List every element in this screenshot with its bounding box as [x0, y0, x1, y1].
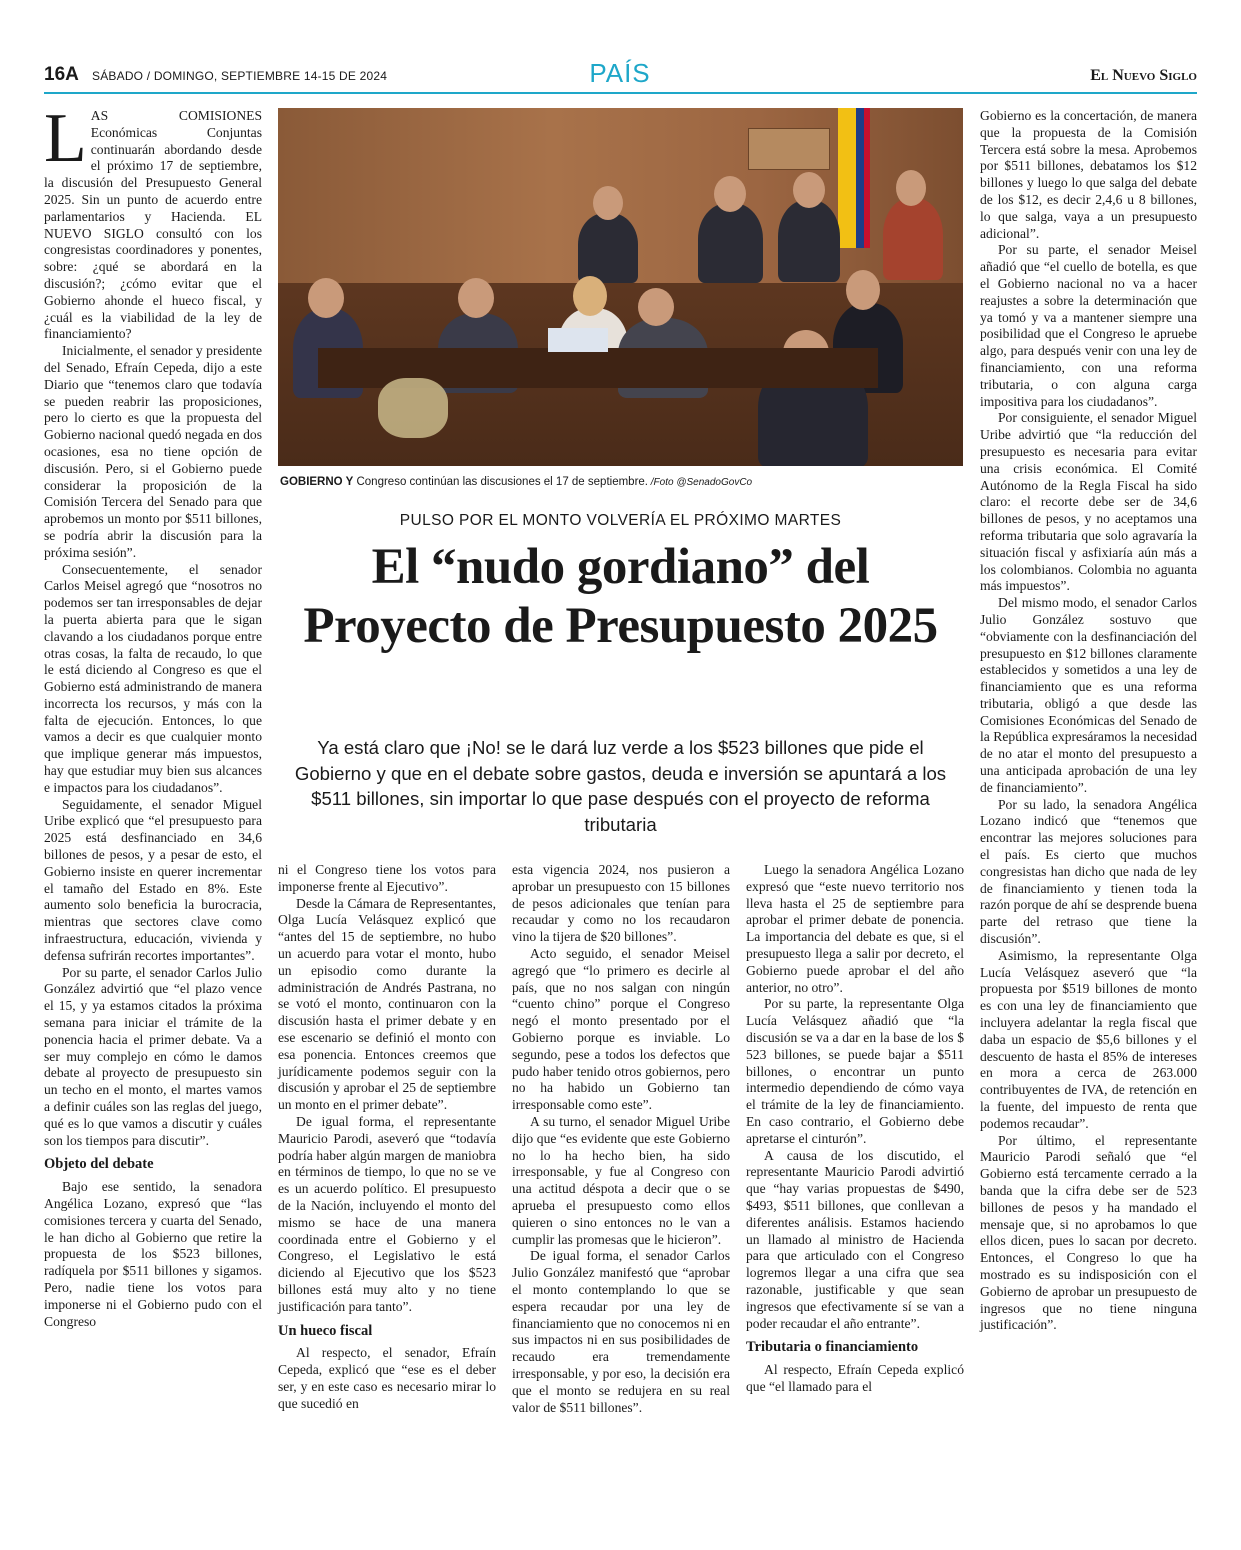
article-column-2: [278, 862, 496, 1413]
article-column-5: [980, 108, 1197, 1334]
paragraph: Asimismo, la representante Olga Lucía Velásquez aseveró que “la propuesta por $519 billones de monto es con una ley de financiamiento que incluyera adelantar la regla fiscal que daba un espacio de $5,6 billones y el descuento de hasta el 85% de intereses en mora a cerca de 263.000 contribuyentes de IVA, de retención en la fuente, del impuesto de renta que podemos recaudar”.: [980, 947, 1197, 1131]
paragraph: Seguidamente, el senador Miguel Uribe explicó que “el presupuesto para 2025 está desfinanciado en 34,6 billones de pesos, y a pesar de esto, el Gobierno insiste en querer incrementar el tamaño del Estado en 8%. Este aumento solo beneficia la burocracia, mientras que sectores clave como infraestructura, educación, vivienda y defensa sufrirán recortes importantes”.: [44, 796, 262, 963]
paragraph: Por consiguiente, el senador Miguel Uribe advirtió que “la reducción del presupuesto es necesaria para evitar una crisis económica. El Comité Autónomo de la Regla Fiscal ha sido claro: el recorte debe ser de 34,6 billones de pesos, y no aceptamos una reforma tributaria que solo agravaría la situación fiscal y asfixiaría aún más a los colombianos. Colombia no aguanta más impuestos”.: [980, 410, 1197, 594]
caption-credit: /Foto @SenadoGovCo: [648, 477, 753, 488]
paragraph: esta vigencia 2024, nos pusieron a aprobar un presupuesto con 15 billones de pesos adicionales que tenían para recaudar y como no los recaudaron vino la tijera de $20 billones”.: [512, 862, 730, 945]
paragraph: Luego la senadora Angélica Lozano expresó que “este nuevo territorio nos lleva hasta el 25 de septiembre para aprobar el primer debate de ponencia. La importancia del debate es que, si el presupuesto llega a salir por decreto, el Gobierno puede aprobar el del año anterior, no otro”.: [746, 862, 964, 995]
paragraph: Gobierno es la concertación, de manera que la propuesta de la Comisión Tercera está sobre la mesa. Aprobemos por $511 billones, debatamos los $12 billones y luego lo que salga del debate de los $12, es decir 2,4,6 u 8 billones, lo que salga, vaya a un presupuesto adicional”.: [980, 108, 1197, 241]
paragraph: Por último, el representante Mauricio Parodi señaló que “el Gobierno está tercamente cerrado a la banda que la cifra debe ser de 523 billones de pesos y ha mandado el mensaje que, si no aprobamos lo que ellos dicen, pues lo sacan por decreto. Entonces, el Congreso lo que ha mostrado es su indisposición con el Gobierno de aprobar un presupuesto de ingresos que no tiene ninguna justificación”.: [980, 1132, 1197, 1333]
article-column-4: [746, 862, 964, 1396]
paragraph: A causa de los discutido, el representante Mauricio Parodi advirtió que “hay varias propuestas de $490, $493, $511 billones, que conllevan a diferentes análisis. Estamos haciendo un llamado al ministro de Hacienda para que articulado con el Congreso logremos llegar a una cifra que sea razonable, justificable y que sean ingresos que efectivamente sí se van a poder recaudar el año entrante”.: [746, 1147, 964, 1331]
wall-plaque: [748, 128, 830, 170]
subheading-hueco-fiscal: Un hueco fiscal: [278, 1322, 373, 1339]
lead-text: Económicas Conjuntas continuarán abordando desde el próximo 17 de septiembre, la discusión del Presupuesto General 2025. Sin un punto de acuerdo entre parlamentarios y Hacienda. EL NUEVO SIGLO consultó con los congresistas coordinadores y ponentes, sobre: ¿qué se abordará en la discusión?; ¿cómo evitar que el Gobierno ahonde el hueco fiscal, y ¿cuál es la viabilidad de la ley de financiamiento?: [44, 124, 262, 342]
page-number: 16A: [44, 64, 79, 85]
paragraph: Por su lado, la senadora Angélica Lozano indicó que “tenemos que encontrar las mejores soluciones para el país. Es cierto que muchos congresistas han dicho que nada de ley de financiamiento y tienen toda la razón porque de ahí se desprende buena parte del retraso que tiene la discusión”.: [980, 796, 1197, 947]
subheading-objeto: Objeto del debate: [44, 1156, 154, 1173]
drop-cap: L: [44, 100, 87, 177]
newspaper-brand: El Nuevo Siglo: [1090, 67, 1197, 84]
article-photo: [278, 108, 963, 466]
paragraph: Desde la Cámara de Representantes, Olga Lucía Velásquez explicó que “antes del 15 de septiembre, no hubo un acuerdo para votar el monto, hubo un episodio como durante la administración de Andrés Pastrana, no se votó el monto, continuaron con la discusión hasta el primer debate y en ese escenario se definió el monto con esa ponencia. Entonces creemos que jurídicamente podemos seguir con la discusión y aprobar el 25 de septiembre un monto en el primer debate”.: [278, 895, 496, 1113]
paragraph: A su turno, el senador Miguel Uribe dijo que “es evidente que este Gobierno no lo ha hecho bien, ha sido irresponsable, y fue al Congreso con una actitud déspota a decir que o se aprueba el presupuesto como ellos quieren o sino entonces no le van a cumplir las promesas que le hicieron”.: [512, 1113, 730, 1247]
header-rule: [44, 92, 1197, 94]
section-title: PAÍS: [589, 58, 651, 88]
paragraph: ni el Congreso tiene los votos para imponerse frente al Ejecutivo”.: [278, 862, 496, 894]
coat-of-arms: [378, 378, 448, 438]
paragraph: Por su parte, la representante Olga Lucía Velásquez añadió que “la discusión se va a dar en la base de los $ 523 billones, se puede bajar a $511 billones, o encontrar un punto intermedio dependiendo de cómo vaya el trámite de la ley de financiamiento. En caso contrario, el Gobierno debe apretarse el cinturón”.: [746, 996, 964, 1146]
laptop-screen: [548, 328, 608, 352]
paragraph: Del mismo modo, el senador Carlos Julio González sostuvo que “obviamente con la desfinanciación del presupuesto en $12 billones claramente establecidos y sometidos a una ley de financiamiento que es una reforma tributaria, obligó a que desde las Comisiones Económicas del Senado de la República expresáramos la necesidad de no atar el monto del presupuesto a una anticipada aprobación de una ley de financiamiento”.: [980, 595, 1197, 795]
caption-text: Congreso continúan las discusiones el 17 de septiembre.: [353, 476, 648, 488]
paragraph: De igual forma, el representante Mauricio Parodi, aseveró que “todavía podría haber algún margen de maniobra en términos de tiempo, lo que no se ve es un acuerdo político. El presupuesto de la Nación, incluyendo el monto del mismo se hace de una manera coordinada entre el Gobierno y el Congreso, el Legislativo le está diciendo al Ejecutivo que los $523 billones está muy alto y no tiene justificación para tanto”.: [278, 1113, 496, 1314]
caption-lead: GOBIERNO Y: [280, 476, 354, 488]
article-deck: Ya está claro que ¡No! se le dará luz verde a los $523 billones que pide el Gobierno y que en el debate sobre gastos, deuda e inversión se apuntará a los $511 billones, sin importar lo que pase después con el proyecto de reforma tributaria: [294, 737, 947, 835]
flag: [838, 108, 856, 248]
paragraph: Por su parte, el senador Carlos Julio González advirtió que “el plazo vence el 15, y ya estamos citados la próxima semana para iniciar el trámite de la ponencia hacia el primer debate. Va a ser muy complejo en cómo le damos debate al proyecto de presupuesto sin un techo en el monto, el martes vamos a definir cuáles son las reglas del juego, qué es lo que vamos a discutir y cuáles son los tiempos para discutir”.: [44, 964, 262, 1148]
paragraph: Bajo ese sentido, la senadora Angélica Lozano, expresó que “las comisiones tercera y cuarta del Senado, le han dicho al Gobierno que retire la propuesta de los $523 billones, radíquela por $511 billones y sigamos. Pero, nadie tiene los votos para imponerse ni el Gobierno pudo con el Congreso: [44, 1179, 262, 1329]
page-date: SÁBADO / DOMINGO, SEPTIEMBRE 14-15 DE 2024: [92, 69, 388, 83]
subheading-tributaria: Tributaria o financiamiento: [746, 1339, 919, 1356]
paragraph: Al respecto, el senador, Efraín Cepeda, explicó que “ese es el deber ser, y en este caso es necesario mirar lo que sucedió en: [278, 1345, 496, 1411]
article-headline: El “nudo gordiano” del Proyecto de Presupuesto 2025: [303, 539, 938, 654]
paragraph: Acto seguido, el senador Meisel agregó que “lo primero es decirle al país, que no nos salgan con ningún “cuento chino” porque el Congreso negó el monto presentado por el Gobierno porque es inviable. Lo segundo, pese a todos los defectos que pudo haber tenido otros gobiernos, pero no ha habido un Gobierno tan irresponsable como este”.: [512, 945, 730, 1113]
article-column-3: [512, 862, 730, 1416]
lead-caps: AS COMISIONES: [90, 108, 262, 123]
photo-caption: [280, 476, 752, 488]
paragraph: Por su parte, el senador Meisel añadió que “el cuello de botella, es que el Gobierno nacional no va a hacer reajustes a sobre la determinación que ya tomó y va a mantener siempre una posibilidad que el Congreso le apruebe algo, para después venir con una ley de financiamiento, con una reforma tributaria, o con alguna carga impositiva para los ciudadanos”.: [980, 242, 1197, 409]
article-kicker: PULSO POR EL MONTO VOLVERÍA EL PRÓXIMO MARTES: [399, 512, 842, 529]
article-column-1: [44, 100, 262, 1330]
paragraph: Inicialmente, el senador y presidente del Senado, Efraín Cepeda, dijo a este Diario que “tenemos claro que todavía se pueden reabrir las proposiciones, pero lo cierto es que la propuesta del Gobierno nacional quedó negada en dos ocasiones, esa no tiene opción de discusión. Pero, si el Gobierno puede considerar la proposición de la Comisión Tercera del Senado para que aprobemos un monto por $511 billones, se podría abrir la discusión para la próxima sesión”.: [44, 343, 262, 560]
paragraph: Consecuentemente, el senador Carlos Meisel agregó que “nosotros no podemos ser tan irresponsables de dejar la puerta abierta para que le sigan clavando a los ciudadanos porque entre otras cosas, la falta de recaudo, lo que le está diciendo al Congreso es que el Gobierno está administrando de manera incorrecta los recursos, y más con la falta de ejecución. Entonces, lo que vamos a decir es que cualquier monto que implique generar más impuestos, hay que estudiar muy bien sus alcances e impactos para los ciudadanos”.: [44, 561, 262, 795]
paragraph: Al respecto, Efraín Cepeda explicó que “el llamado para el: [746, 1362, 964, 1394]
lead-paragraph: [44, 100, 262, 343]
paragraph: De igual forma, el senador Carlos Julio González manifestó que “aprobar el monto contemplando lo que se espera recaudar por una ley de financiamiento que no conocemos ni en sus impactos ni en sus posibilidades de recaudo era tremendamente irresponsable, y por eso, la decisión era que el monto se redujera en su real valor de $511 billones”.: [512, 1248, 730, 1415]
